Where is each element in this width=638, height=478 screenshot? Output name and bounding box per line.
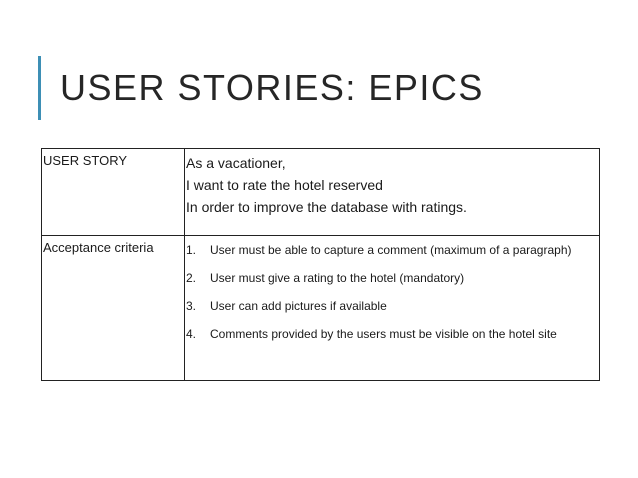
story-line: In order to improve the database with ratings. xyxy=(186,199,467,215)
user-story-cell xyxy=(185,149,600,236)
criteria-text: User must give a rating to the hotel (mandatory) xyxy=(210,271,465,285)
criteria-list xyxy=(185,236,599,344)
user-story-table xyxy=(41,148,600,381)
story-line: I want to rate the hotel reserved xyxy=(186,177,383,193)
criteria-text: User can add pictures if available xyxy=(210,299,387,313)
criteria-number: 2. xyxy=(186,271,197,285)
story-line: As a vacationer, xyxy=(186,155,286,171)
list-item xyxy=(186,268,595,288)
criteria-text: User must be able to capture a comment (maximum of a paragraph) xyxy=(210,243,572,257)
acceptance-criteria-row xyxy=(42,236,600,381)
criteria-text: Comments provided by the users must be visible on the hotel site xyxy=(210,327,557,341)
criteria-number: 3. xyxy=(186,299,197,313)
acceptance-criteria-cell xyxy=(185,236,600,381)
list-item xyxy=(186,240,595,260)
user-story-label: USER STORY xyxy=(42,149,185,236)
title-accent-bar xyxy=(38,56,41,120)
slide-title: USER STORIES: EPICS xyxy=(60,67,484,108)
list-item xyxy=(186,324,595,344)
criteria-number: 4. xyxy=(186,327,197,341)
user-story-row xyxy=(42,149,600,236)
criteria-number: 1. xyxy=(186,243,197,257)
list-item xyxy=(186,296,595,316)
acceptance-criteria-label: Acceptance criteria xyxy=(42,236,185,381)
